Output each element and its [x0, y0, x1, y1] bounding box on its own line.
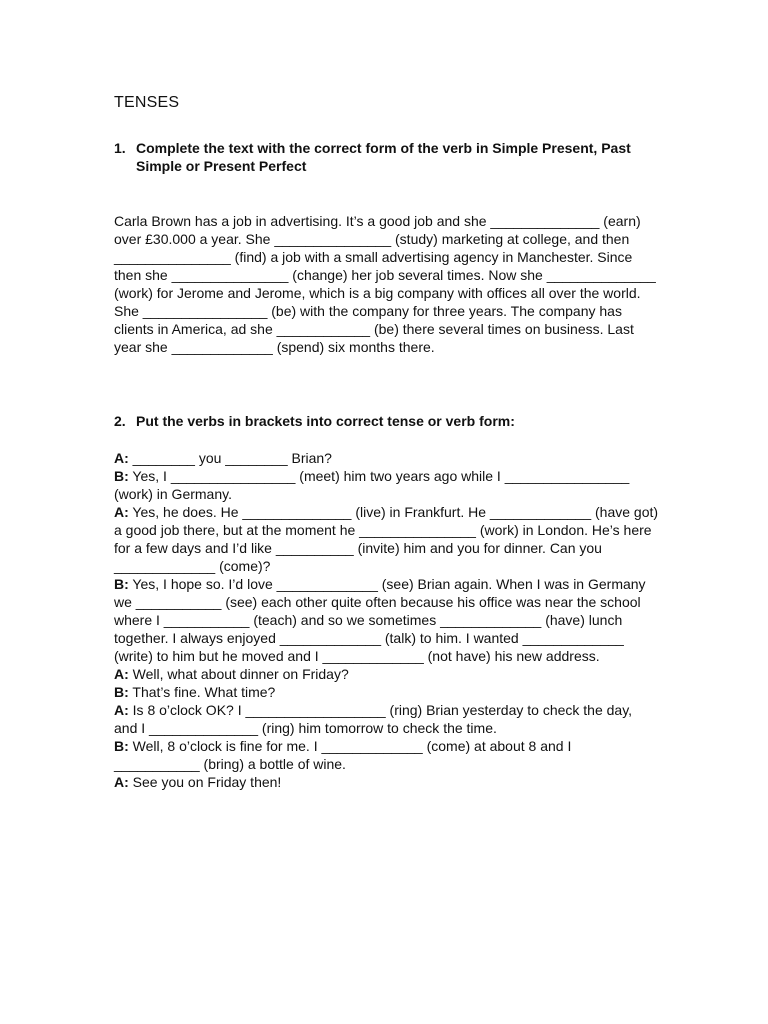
exercise-1-heading [114, 139, 654, 175]
speaker-label: B: [114, 738, 129, 754]
exercise-2-heading [114, 412, 654, 430]
dialogue-text: ________ you ________ Brian? [128, 450, 332, 466]
dialogue-line [114, 773, 659, 791]
speaker-label: B: [114, 576, 129, 592]
exercise-1-instructions: Complete the text with the correct form of the verb in Simple Present, Past Simple or Present Perfect [136, 140, 631, 174]
exercise-1-text: Carla Brown has a job in advertising. It’s a good job and she ______________ (earn) over £30.000 a year. She _______________ (study) marketing at college, and then _______________ (find) a job with a small advertising agency in Manchester. Since then she _______________ (change) her job several times. Now she ______________ (work) for Jerome and Jerome, which is a big company with offices all over the world. She ________________ (be) with the company for three years. The company has clients in America, ad she ____________ (be) there several times on business. Last year she _____________ (spend) six months there. [114, 213, 656, 355]
dialogue-text: Yes, he does. He ______________ (live) in Frankfurt. He _____________ (have got) a good job there, but at the moment he _______________ (work) in London. He’s here for a few days and I’d like __________ (invite) him and you for dinner. Can you _____________ (come)? [114, 504, 659, 574]
speaker-label: A: [114, 774, 129, 790]
speaker-label: A: [114, 450, 129, 466]
dialogue-text: Yes, I hope so. I’d love _____________ (see) Brian again. When I was in Germany we ___________ (see) each other quite often because his office was near the school where I ___________ (teach) and so we sometimes _____________ (have) lunch together. I always enjoyed _____________ (talk) to him. I wanted _____________ (write) to him but he moved and I _____________ (not have) his new address. [114, 576, 646, 664]
speaker-label: A: [114, 504, 129, 520]
dialogue-text: Well, what about dinner on Friday? [128, 666, 349, 682]
dialogue-text: Yes, I ________________ (meet) him two years ago while I ________________ (work) in Germany. [114, 468, 630, 502]
dialogue-text: Is 8 o’clock OK? I __________________ (ring) Brian yesterday to check the day, and I ______________ (ring) him tomorrow to check the time. [114, 702, 633, 736]
dialogue-line [114, 449, 659, 467]
dialogue-line [114, 575, 659, 665]
dialogue-text: That’s fine. What time? [128, 684, 276, 700]
speaker-label: B: [114, 684, 129, 700]
dialogue-line [114, 665, 659, 683]
speaker-label: A: [114, 666, 129, 682]
dialogue-line [114, 467, 659, 503]
exercise-2-dialogue [114, 449, 659, 791]
dialogue-line [114, 503, 659, 575]
dialogue-text: See you on Friday then! [128, 774, 282, 790]
speaker-label: A: [114, 702, 129, 718]
speaker-label: B: [114, 468, 129, 484]
dialogue-text: Well, 8 o’clock is fine for me. I _____________ (come) at about 8 and I ___________ (bring) a bottle of wine. [114, 738, 572, 772]
dialogue-line [114, 683, 659, 701]
exercise-2-number: 2. [114, 413, 126, 429]
dialogue-line [114, 701, 659, 737]
exercise-1-number: 1. [114, 140, 126, 156]
page-title: TENSES [114, 94, 180, 111]
dialogue-line [114, 737, 659, 773]
exercise-2-instructions: Put the verbs in brackets into correct tense or verb form: [136, 413, 515, 429]
